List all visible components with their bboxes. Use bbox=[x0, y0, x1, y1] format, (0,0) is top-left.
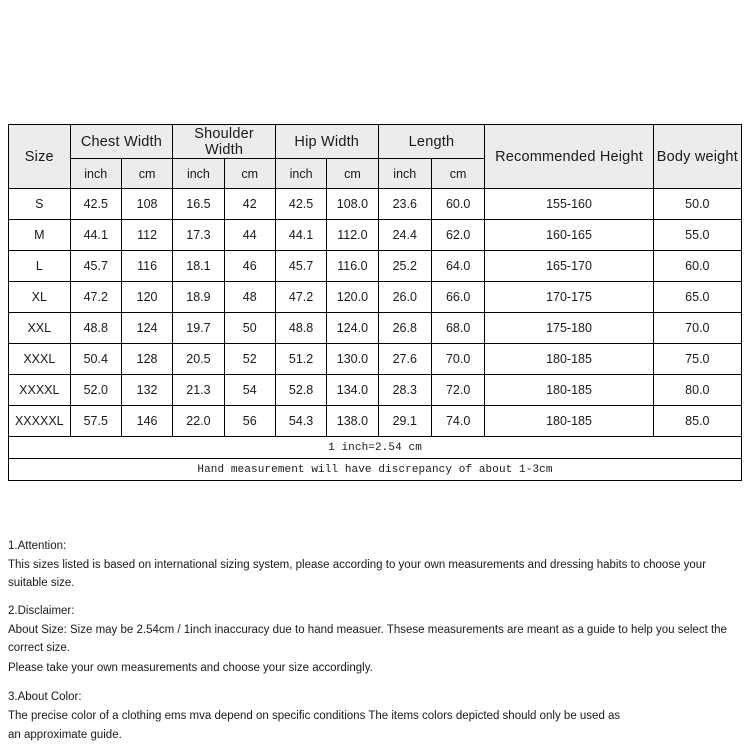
cell-shoulder-inch: 17.3 bbox=[173, 220, 224, 251]
cell-hip-cm: 130.0 bbox=[327, 344, 378, 375]
cell-height: 170-175 bbox=[485, 282, 653, 313]
cell-chest-cm: 116 bbox=[121, 251, 172, 282]
cell-size: XL bbox=[9, 282, 71, 313]
cell-weight: 75.0 bbox=[653, 344, 741, 375]
cell-length-cm: 70.0 bbox=[431, 344, 484, 375]
cell-length-cm: 62.0 bbox=[431, 220, 484, 251]
cell-hip-cm: 120.0 bbox=[327, 282, 378, 313]
cell-shoulder-cm: 46 bbox=[224, 251, 275, 282]
cell-shoulder-inch: 18.9 bbox=[173, 282, 224, 313]
cell-shoulder-cm: 42 bbox=[224, 189, 275, 220]
size-table-container bbox=[8, 124, 742, 481]
cell-shoulder-cm: 44 bbox=[224, 220, 275, 251]
table-footnote-row bbox=[9, 437, 742, 459]
cell-chest-cm: 108 bbox=[121, 189, 172, 220]
cell-weight: 85.0 bbox=[653, 406, 741, 437]
cell-height: 180-185 bbox=[485, 375, 653, 406]
table-row bbox=[9, 282, 742, 313]
attention-heading: 1.Attention: bbox=[8, 540, 67, 552]
unit-length-cm: cm bbox=[431, 159, 484, 189]
cell-length-inch: 28.3 bbox=[378, 375, 431, 406]
cell-chest-inch: 52.0 bbox=[70, 375, 121, 406]
unit-shoulder-cm: cm bbox=[224, 159, 275, 189]
notes-spacer-1 bbox=[8, 594, 748, 603]
cell-shoulder-inch: 20.5 bbox=[173, 344, 224, 375]
unit-shoulder-inch: inch bbox=[173, 159, 224, 189]
cell-chest-inch: 50.4 bbox=[70, 344, 121, 375]
cell-hip-cm: 138.0 bbox=[327, 406, 378, 437]
cell-height: 155-160 bbox=[485, 189, 653, 220]
column-header-length: Length bbox=[378, 125, 485, 159]
footnote-measurement-discrepancy: Hand measurement will have discrepancy of about 1-3cm bbox=[9, 459, 742, 481]
cell-shoulder-inch: 18.1 bbox=[173, 251, 224, 282]
cell-size: XXXL bbox=[9, 344, 71, 375]
cell-length-cm: 60.0 bbox=[431, 189, 484, 220]
cell-height: 180-185 bbox=[485, 344, 653, 375]
cell-height: 180-185 bbox=[485, 406, 653, 437]
disclaimer-line-2: Please take your own measurements and choose your size accordingly. bbox=[8, 661, 373, 674]
cell-shoulder-cm: 50 bbox=[224, 313, 275, 344]
cell-hip-inch: 51.2 bbox=[275, 344, 326, 375]
table-row bbox=[9, 313, 742, 344]
cell-weight: 65.0 bbox=[653, 282, 741, 313]
cell-size: S bbox=[9, 189, 71, 220]
cell-shoulder-inch: 22.0 bbox=[173, 406, 224, 437]
cell-hip-cm: 124.0 bbox=[327, 313, 378, 344]
cell-length-cm: 72.0 bbox=[431, 375, 484, 406]
cell-size: XXXXL bbox=[9, 375, 71, 406]
column-header-hip-width: Hip Width bbox=[275, 125, 378, 159]
table-row bbox=[9, 220, 742, 251]
column-header-size: Size bbox=[9, 125, 71, 189]
footnote-inch-conversion: 1 inch=2.54 cm bbox=[9, 437, 742, 459]
cell-height: 165-170 bbox=[485, 251, 653, 282]
cell-chest-inch: 45.7 bbox=[70, 251, 121, 282]
unit-chest-inch: inch bbox=[70, 159, 121, 189]
cell-hip-cm: 134.0 bbox=[327, 375, 378, 406]
cell-hip-inch: 44.1 bbox=[275, 220, 326, 251]
about-color-heading: 3.About Color: bbox=[8, 690, 82, 703]
cell-hip-inch: 52.8 bbox=[275, 375, 326, 406]
cell-chest-inch: 42.5 bbox=[70, 189, 121, 220]
table-row bbox=[9, 189, 742, 220]
size-table bbox=[8, 124, 742, 481]
unit-hip-cm: cm bbox=[327, 159, 378, 189]
cell-hip-inch: 54.3 bbox=[275, 406, 326, 437]
disclaimer-heading: 2.Disclaimer: bbox=[8, 605, 75, 618]
cell-shoulder-inch: 21.3 bbox=[173, 375, 224, 406]
unit-chest-cm: cm bbox=[121, 159, 172, 189]
disclaimer-line-1: About Size: Size may be 2.54cm / 1inch inaccuracy due to hand measuer. Thsese measurements are meant as a guide to help you select the correct size. bbox=[8, 624, 727, 655]
cell-length-inch: 29.1 bbox=[378, 406, 431, 437]
cell-length-cm: 68.0 bbox=[431, 313, 484, 344]
cell-length-inch: 26.0 bbox=[378, 282, 431, 313]
cell-chest-inch: 44.1 bbox=[70, 220, 121, 251]
cell-chest-cm: 124 bbox=[121, 313, 172, 344]
cell-length-cm: 74.0 bbox=[431, 406, 484, 437]
cell-size: XXL bbox=[9, 313, 71, 344]
about-color-line-1: The precise color of a clothing ems mva depend on specific conditions The items colors depicted should only be used as bbox=[8, 709, 621, 722]
cell-shoulder-inch: 16.5 bbox=[173, 189, 224, 220]
column-header-chest-width: Chest Width bbox=[70, 125, 173, 159]
cell-hip-inch: 48.8 bbox=[275, 313, 326, 344]
cell-hip-inch: 47.2 bbox=[275, 282, 326, 313]
notes-spacer-2 bbox=[8, 680, 748, 689]
table-body bbox=[9, 189, 742, 481]
column-header-body-weight: Body weight bbox=[653, 125, 741, 189]
cell-length-inch: 27.6 bbox=[378, 344, 431, 375]
cell-chest-cm: 132 bbox=[121, 375, 172, 406]
cell-height: 175-180 bbox=[485, 313, 653, 344]
column-header-shoulder-width: Shoulder Width bbox=[173, 125, 276, 159]
cell-hip-inch: 42.5 bbox=[275, 189, 326, 220]
cell-hip-cm: 116.0 bbox=[327, 251, 378, 282]
cell-weight: 60.0 bbox=[653, 251, 741, 282]
about-color-line-2: an approximate guide. bbox=[8, 729, 122, 742]
cell-weight: 55.0 bbox=[653, 220, 741, 251]
table-footnote-row bbox=[9, 459, 742, 481]
cell-shoulder-cm: 56 bbox=[224, 406, 275, 437]
cell-hip-cm: 112.0 bbox=[327, 220, 378, 251]
cell-length-inch: 25.2 bbox=[378, 251, 431, 282]
cell-chest-inch: 48.8 bbox=[70, 313, 121, 344]
cell-chest-cm: 112 bbox=[121, 220, 172, 251]
table-row bbox=[9, 344, 742, 375]
table-header-row bbox=[9, 125, 742, 159]
attention-text: This sizes listed is based on international sizing system, please according to your own measurements and dressing habits to choose your suitable size. bbox=[8, 558, 707, 589]
cell-shoulder-cm: 54 bbox=[224, 375, 275, 406]
cell-weight: 80.0 bbox=[653, 375, 741, 406]
cell-weight: 70.0 bbox=[653, 313, 741, 344]
table-row bbox=[9, 251, 742, 282]
cell-size: L bbox=[9, 251, 71, 282]
cell-length-cm: 64.0 bbox=[431, 251, 484, 282]
cell-size: M bbox=[9, 220, 71, 251]
notes-section bbox=[8, 538, 748, 747]
unit-hip-inch: inch bbox=[275, 159, 326, 189]
cell-shoulder-cm: 52 bbox=[224, 344, 275, 375]
cell-chest-cm: 128 bbox=[121, 344, 172, 375]
cell-length-inch: 26.8 bbox=[378, 313, 431, 344]
cell-hip-inch: 45.7 bbox=[275, 251, 326, 282]
table-row bbox=[9, 406, 742, 437]
cell-size: XXXXXL bbox=[9, 406, 71, 437]
unit-length-inch: inch bbox=[378, 159, 431, 189]
cell-shoulder-cm: 48 bbox=[224, 282, 275, 313]
column-header-recommended-height: Recommended Height bbox=[485, 125, 653, 189]
cell-chest-cm: 146 bbox=[121, 406, 172, 437]
table-row bbox=[9, 375, 742, 406]
cell-hip-cm: 108.0 bbox=[327, 189, 378, 220]
cell-chest-inch: 57.5 bbox=[70, 406, 121, 437]
cell-length-inch: 24.4 bbox=[378, 220, 431, 251]
cell-length-cm: 66.0 bbox=[431, 282, 484, 313]
cell-length-inch: 23.6 bbox=[378, 189, 431, 220]
cell-weight: 50.0 bbox=[653, 189, 741, 220]
cell-chest-inch: 47.2 bbox=[70, 282, 121, 313]
cell-shoulder-inch: 19.7 bbox=[173, 313, 224, 344]
cell-chest-cm: 120 bbox=[121, 282, 172, 313]
cell-height: 160-165 bbox=[485, 220, 653, 251]
